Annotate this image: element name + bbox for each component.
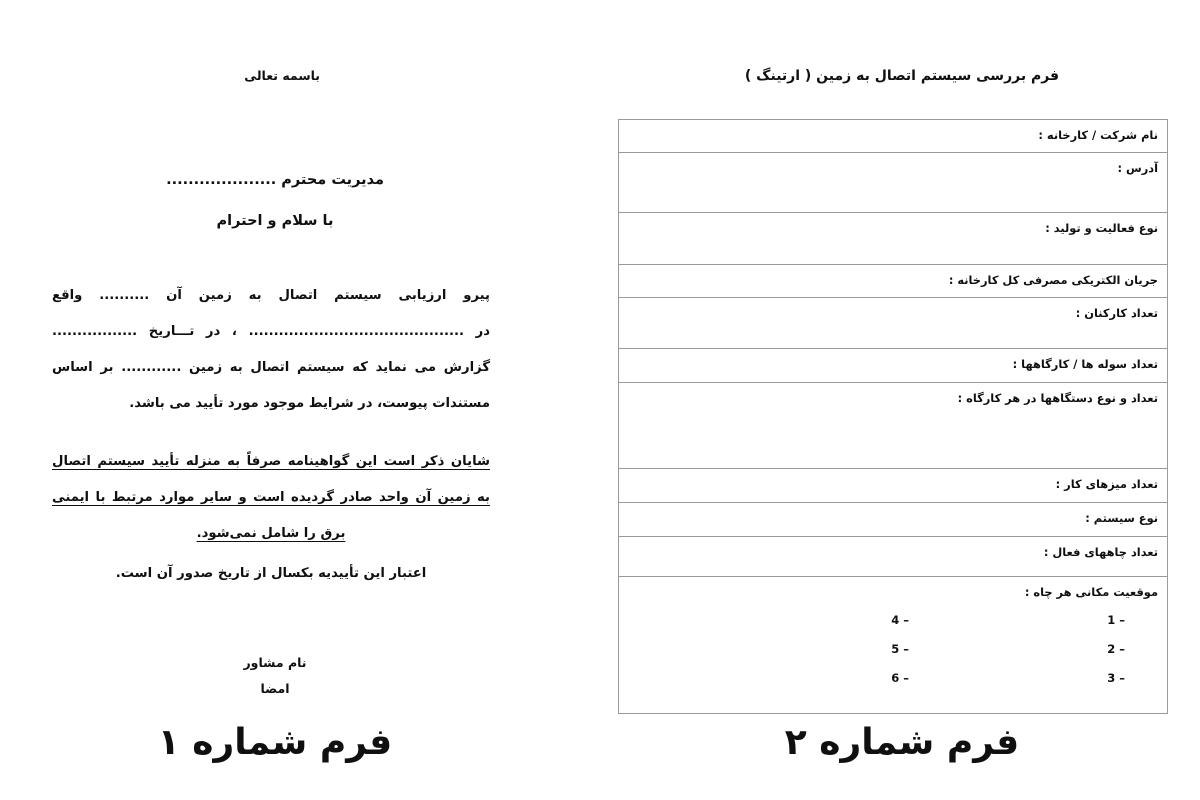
well-position-slot[interactable]: 6 – bbox=[891, 671, 909, 685]
row-label: نوع سیستم : bbox=[1085, 511, 1158, 525]
greeting-line: با سلام و احترام bbox=[216, 213, 334, 229]
row-label: موقعیت مکانی هر چاه : bbox=[1024, 585, 1158, 599]
table-row[interactable] bbox=[619, 153, 1167, 213]
row-label: تعداد و نوع دستگاهها در هر کارگاه : bbox=[957, 391, 1158, 405]
table-row[interactable] bbox=[619, 298, 1167, 349]
form-1-footer-label: فرم شماره ۱ bbox=[157, 722, 393, 763]
form-2-footer-label: فرم شماره ۲ bbox=[784, 722, 1020, 763]
signature-label: امضا bbox=[260, 681, 290, 696]
form-2 bbox=[575, 0, 1200, 800]
well-position-slot[interactable]: 2 – bbox=[1107, 642, 1125, 656]
table-row[interactable] bbox=[619, 537, 1167, 577]
form-2-title: فرم بررسی سیستم اتصال به زمین ( ارتینگ ) bbox=[744, 68, 1060, 84]
table-row[interactable] bbox=[619, 265, 1167, 298]
row-label: آدرس : bbox=[1117, 161, 1158, 175]
row-label: تعداد کارکنان : bbox=[1075, 306, 1158, 320]
consultant-name-label: نام مشاور bbox=[243, 655, 307, 670]
disclaimer-paragraph bbox=[52, 444, 490, 552]
addressee-line: مدیریت محترم .................... bbox=[166, 172, 384, 188]
body-line-2: در ........................................... ، در تـــاریخ ................. bbox=[52, 324, 490, 339]
row-label: جریان الکتریکی مصرفی کل کارخانه : bbox=[948, 273, 1158, 287]
table-row[interactable] bbox=[619, 503, 1167, 537]
signature-block bbox=[50, 650, 500, 702]
table-row[interactable] bbox=[619, 213, 1167, 265]
well-position-slot[interactable]: 4 – bbox=[891, 613, 909, 627]
well-position-slot[interactable]: 1 – bbox=[1107, 613, 1125, 627]
row-label: نوع فعالیت و تولید : bbox=[1045, 221, 1158, 235]
disclaimer-line-2: به زمین آن واحد صادر گردیده است و سایر موارد مرتبط با ایمنی bbox=[52, 490, 490, 505]
form-1 bbox=[0, 0, 575, 800]
table-row[interactable] bbox=[619, 120, 1167, 153]
body-line-4: مستندات پیوست، در شرایط موجود مورد تأیید می باشد. bbox=[129, 396, 490, 411]
earthing-survey-table bbox=[618, 119, 1168, 714]
body-paragraph bbox=[52, 278, 490, 422]
table-row[interactable] bbox=[619, 469, 1167, 503]
disclaimer-line-3: برق را شامل نمی‌شود. bbox=[196, 526, 346, 541]
well-position-slot[interactable]: 3 – bbox=[1107, 671, 1125, 685]
row-label: تعداد میزهای کار : bbox=[1055, 477, 1158, 491]
well-position-grid bbox=[619, 613, 1167, 713]
body-line-1: پیرو ارزیابی سیستم اتصال به زمین آن .......... واقع bbox=[52, 288, 490, 303]
table-row[interactable] bbox=[619, 577, 1167, 715]
disclaimer-line-1: شایان ذکر است این گواهینامه صرفاً به منزله تأیید سیستم اتصال bbox=[52, 454, 490, 469]
well-position-slot[interactable]: 5 – bbox=[891, 642, 909, 656]
validity-statement: اعتبار این تأییدیه بکسال از تاریخ صدور آن است. bbox=[115, 566, 427, 581]
table-row[interactable] bbox=[619, 349, 1167, 383]
row-label: تعداد چاههای فعال : bbox=[1043, 545, 1158, 559]
body-line-3: گزارش می نماید که سیستم اتصال به زمین ............ بر اساس bbox=[52, 360, 490, 375]
row-label: نام شرکت / کارخانه : bbox=[1038, 128, 1158, 142]
row-label: تعداد سوله ها / کارگاهها : bbox=[1012, 357, 1158, 371]
table-row[interactable] bbox=[619, 383, 1167, 469]
basmala-heading: باسمه تعالی bbox=[244, 68, 320, 83]
